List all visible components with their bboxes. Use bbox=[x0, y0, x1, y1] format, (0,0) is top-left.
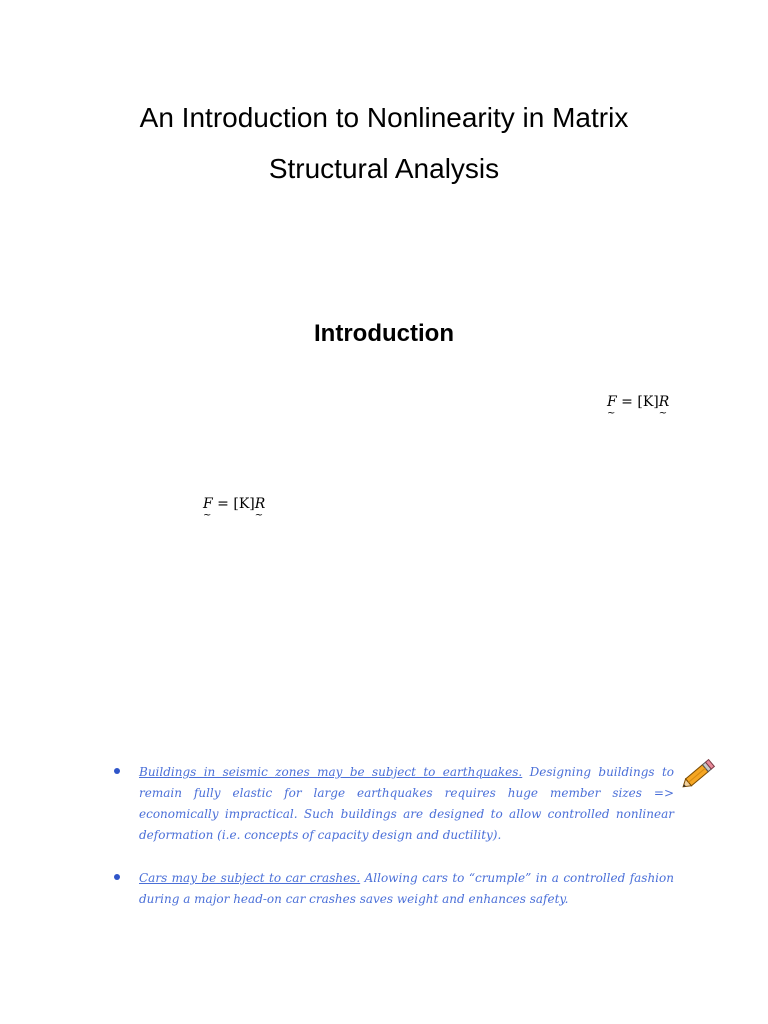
equation-2-matrix: [K] bbox=[233, 496, 255, 512]
equation-2 bbox=[203, 496, 265, 512]
bullet-lead-link[interactable]: Buildings in seismic zones may be subject to earthquakes. bbox=[139, 765, 523, 779]
pencil-icon bbox=[678, 757, 718, 793]
bullet-text: Designing buildings to remain fully elastic for large earthquakes requires huge member sizes => economically impractical. Such buildings are designed to allow controlled nonlinear deformation (i.e. concepts of capacity design and ductility). bbox=[139, 765, 674, 842]
equation-2-rhs: R ~ bbox=[255, 496, 266, 512]
equation-1-equals: = bbox=[621, 394, 633, 410]
bullet-dot bbox=[114, 874, 120, 880]
bullet-list bbox=[114, 762, 674, 932]
equation-1 bbox=[607, 394, 669, 410]
equation-1-rhs: R ~ bbox=[659, 394, 670, 410]
equation-1-matrix: [K] bbox=[637, 394, 659, 410]
bullet-dot bbox=[114, 768, 120, 774]
page-title-line-1: An Introduction to Nonlinearity in Matrix bbox=[139, 102, 629, 133]
equation-2-lhs: F ~ bbox=[203, 496, 213, 512]
bullet-lead-link[interactable]: Cars may be subject to car crashes. bbox=[139, 871, 361, 885]
section-heading: Introduction bbox=[314, 320, 454, 347]
equation-2-equals: = bbox=[217, 496, 229, 512]
list-item bbox=[114, 868, 674, 910]
list-item bbox=[114, 762, 674, 846]
page-title-line-2: Structural Analysis bbox=[268, 153, 500, 184]
equation-1-lhs: F ~ bbox=[607, 394, 617, 410]
bullet-text: Allowing cars to “crumple” in a controlled fashion during a major head-on car crashes saves weight and enhances safety. bbox=[139, 871, 674, 906]
